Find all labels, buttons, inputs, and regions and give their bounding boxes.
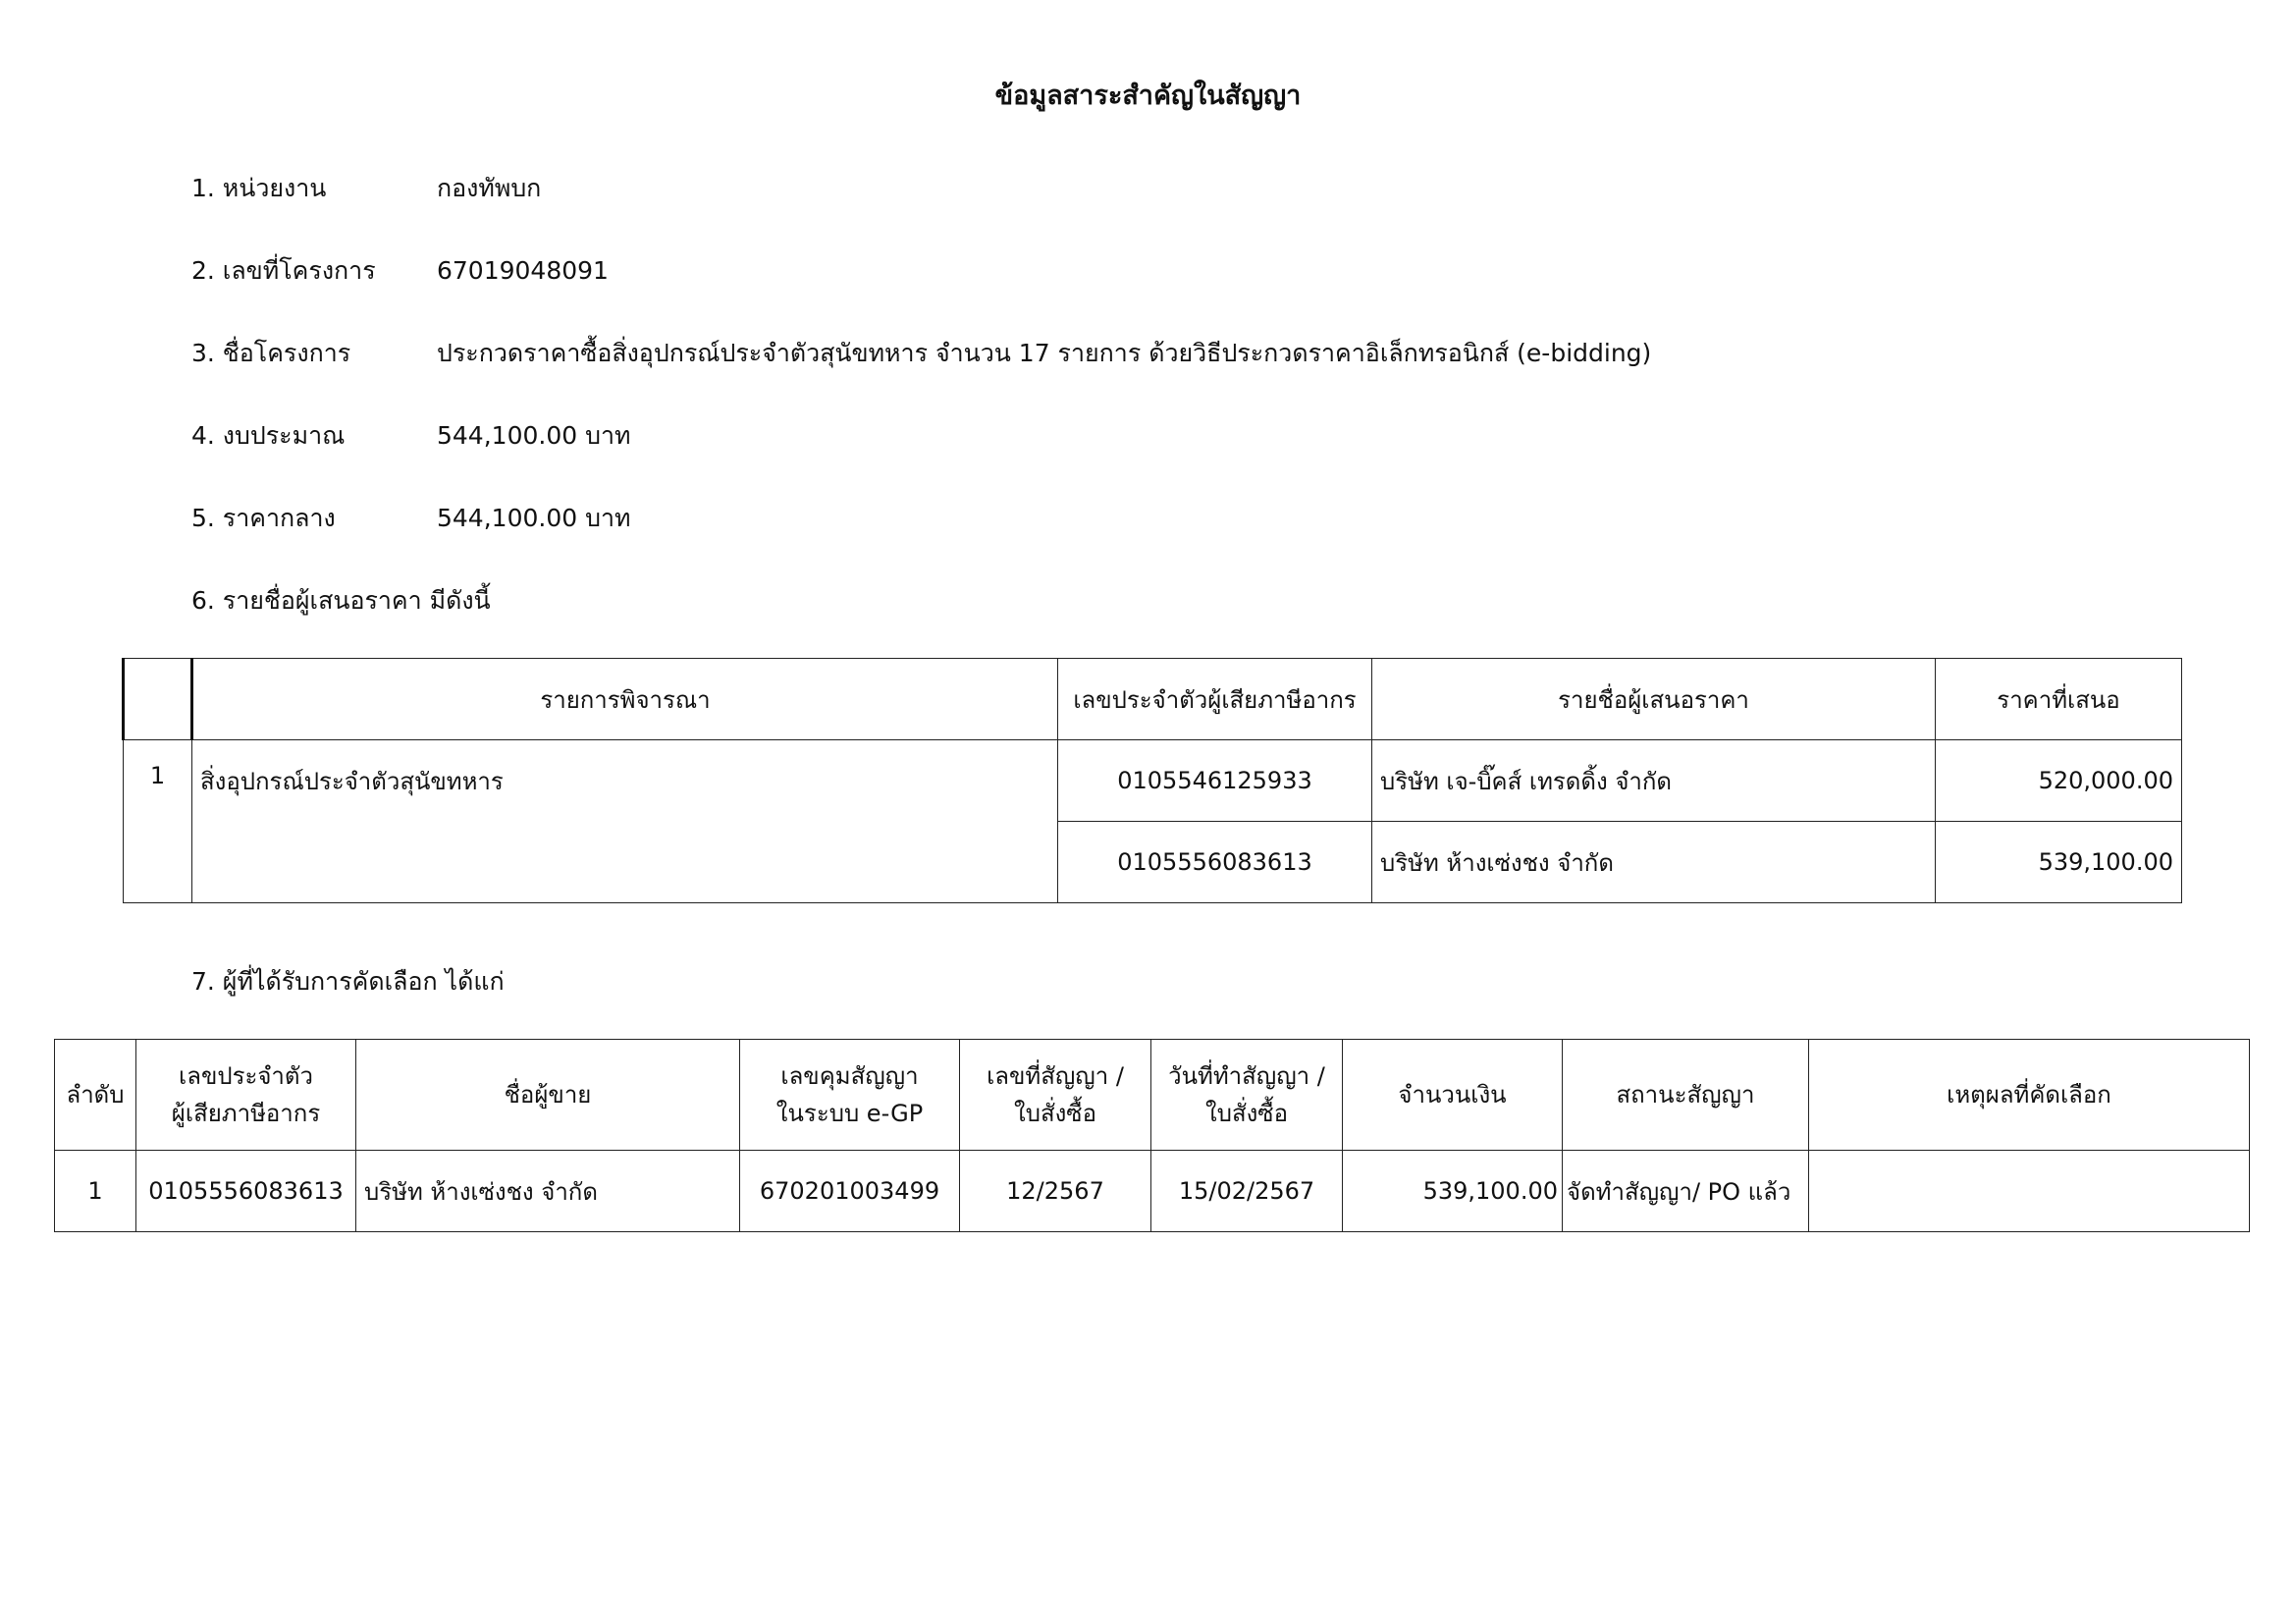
cell-tax-id: 0105556083613: [136, 1151, 356, 1232]
header-cell-no: [124, 659, 192, 740]
cell-status: จัดทำสัญญา/ PO แล้ว: [1563, 1151, 1809, 1232]
info-label: 5. ราคากลาง: [191, 504, 336, 532]
info-row-agency: [191, 169, 541, 208]
header-line: ผู้เสียภาษีอากร: [171, 1100, 321, 1127]
section-bidders-heading: 6. รายชื่อผู้เสนอราคา มีดังนี้: [191, 586, 491, 615]
info-value: 544,100.00 บาท: [437, 421, 631, 450]
page-title: ข้อมูลสาระสำคัญในสัญญา: [994, 81, 1302, 111]
header-cell-control-no: [740, 1040, 960, 1151]
header-cell-price: ราคาที่เสนอ: [1936, 659, 2182, 740]
info-label: 3. ชื่อโครงการ: [191, 339, 351, 367]
cell-tax-id: 0105556083613: [1058, 822, 1372, 903]
cell-tax-id: 0105546125933: [1058, 740, 1372, 822]
table-header-row: [124, 659, 2182, 740]
bidders-table: [122, 658, 2182, 903]
info-value: ประกวดราคาซื้อสิ่งอุปกรณ์ประจำตัวสุนัขทหาร จำนวน 17 รายการ ด้วยวิธีประกวดราคาอิเล็กทรอนิกส์ (e-bidding): [437, 339, 1652, 367]
header-cell-tax-id: [136, 1040, 356, 1151]
header-line: วันที่ทำสัญญา /: [1168, 1062, 1325, 1090]
header-line: เลขที่สัญญา /: [987, 1062, 1124, 1090]
cell-seller: บริษัท ห้างเซ่งชง จำกัด: [356, 1151, 740, 1232]
cell-amount: 539,100.00: [1343, 1151, 1563, 1232]
cell-bidder-name: บริษัท ห้างเซ่งชง จำกัด: [1372, 822, 1936, 903]
cell-contract-date: 15/02/2567: [1151, 1151, 1343, 1232]
cell-reason: [1809, 1151, 2250, 1232]
header-cell-seller: ชื่อผู้ขาย: [356, 1040, 740, 1151]
info-row-project-no: [191, 251, 609, 291]
cell-contract-no: 12/2567: [960, 1151, 1151, 1232]
header-cell-contract-date: [1151, 1040, 1343, 1151]
cell-control-no: 670201003499: [740, 1151, 960, 1232]
header-cell-amount: จำนวนเงิน: [1343, 1040, 1563, 1151]
info-row-budget: [191, 416, 630, 456]
info-value: กองทัพบก: [437, 174, 542, 202]
cell-no: 1: [55, 1151, 136, 1232]
selected-vendor-table: [54, 1039, 2250, 1232]
header-line: ในระบบ e-GP: [775, 1100, 924, 1127]
info-value: 544,100.00 บาท: [437, 504, 631, 532]
info-row-median-price: [191, 499, 630, 538]
info-label: 4. งบประมาณ: [191, 421, 346, 450]
header-cell-status: สถานะสัญญา: [1563, 1040, 1809, 1151]
cell-bidder-name: บริษัท เจ-บิ๊คส์ เทรดดิ้ง จำกัด: [1372, 740, 1936, 822]
header-cell-reason: เหตุผลที่คัดเลือก: [1809, 1040, 2250, 1151]
header-line: ใบสั่งซื้อ: [1204, 1100, 1289, 1127]
header-cell-contract-no: [960, 1040, 1151, 1151]
header-line: เลขคุมสัญญา: [780, 1062, 919, 1090]
info-row-project-name: [191, 334, 1651, 373]
cell-no: 1: [124, 740, 192, 903]
info-value: 67019048091: [437, 256, 609, 285]
header-line: ใบสั่งซื้อ: [1013, 1100, 1097, 1127]
cell-item: สิ่งอุปกรณ์ประจำตัวสุนัขทหาร: [192, 740, 1058, 903]
header-cell-no: ลำดับ: [55, 1040, 136, 1151]
table-row: [55, 1151, 2250, 1232]
header-cell-tax-id: เลขประจำตัวผู้เสียภาษีอากร: [1058, 659, 1372, 740]
table-header-row: [55, 1040, 2250, 1151]
header-cell-bidder: รายชื่อผู้เสนอราคา: [1372, 659, 1936, 740]
section-selected-heading: 7. ผู้ที่ได้รับการคัดเลือก ได้แก่: [191, 967, 505, 996]
cell-price: 520,000.00: [1936, 740, 2182, 822]
header-cell-item: รายการพิจารณา: [192, 659, 1058, 740]
cell-price: 539,100.00: [1936, 822, 2182, 903]
header-line: เลขประจำตัว: [179, 1062, 313, 1090]
table-row: [124, 740, 2182, 822]
info-label: 2. เลขที่โครงการ: [191, 256, 376, 285]
info-label: 1. หน่วยงาน: [191, 174, 327, 202]
